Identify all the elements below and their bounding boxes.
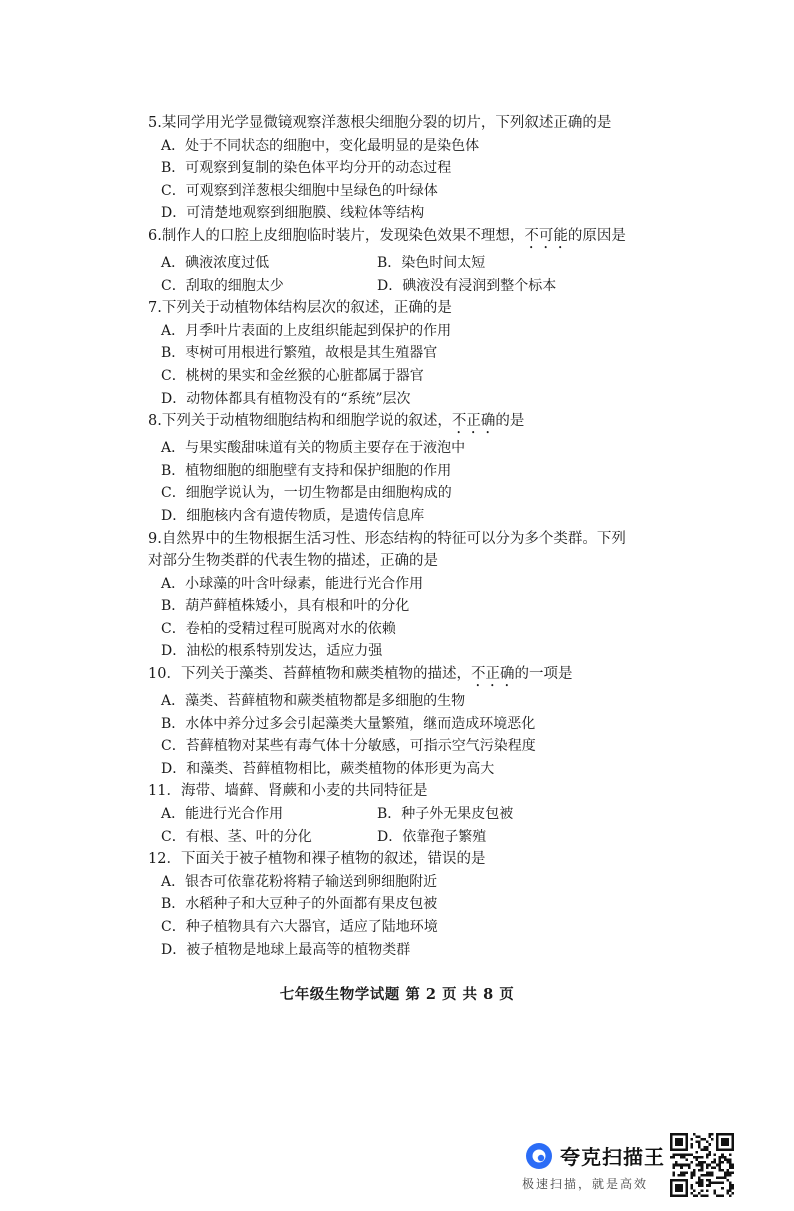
question-11-option-c: C．有根、茎、叶的分化 (161, 828, 312, 845)
question-8-option-a: A．与果实酸甜味道有关的物质主要存在于液泡中 (161, 440, 466, 457)
question-list (148, 112, 658, 961)
question-10-option-a: A．藻类、苔藓植物和蕨类植物都是多细胞的生物 (161, 693, 466, 710)
question-12-option-c: C．种子植物具有六大器官，适应了陆地环境 (161, 919, 438, 935)
question-8-emphasis: 不正确 (451, 413, 496, 430)
question-6-options-row-1 (148, 252, 658, 275)
question-12-option-a: A．银杏可依靠花粉将精子输送到卵细胞附近 (161, 873, 438, 890)
brand-name: 夸克扫描王 (560, 1145, 665, 1169)
question-7-option-b: B．枣树可用根进行繁殖，故根是其生殖器官 (161, 345, 438, 362)
question-6-emphasis: 不可能 (524, 227, 568, 244)
question-6-stem-part2: 的原因是 (567, 227, 626, 244)
question-10-stem-part1: 10．下列关于藻类、苔藓植物和蕨类植物的描述， (148, 666, 471, 683)
question-9-option-a: A．小球藻的叶含叶绿素，能进行光合作用 (161, 575, 424, 592)
question-11-option-a: A．能进行光合作用 (161, 806, 284, 823)
question-12-option-d: D．被子植物是地球上最高等的植物类群 (161, 941, 411, 958)
question-11-options-row-2 (148, 826, 658, 849)
question-12-stem: 12．下面关于被子植物和裸子植物的叙述，错误的是 (148, 851, 486, 868)
question-5-stem: 5.某同学用光学显微镜观察洋葱根尖细胞分裂的切片，下列叙述正确的是 (148, 115, 612, 131)
question-12-option-b: B．水稻种子和大豆种子的外面都有果皮包被 (161, 896, 438, 913)
question-8-option-b: B．植物细胞的细胞壁有支持和保护细胞的作用 (161, 462, 452, 479)
question-10-emphasis: 不正确 (470, 666, 515, 683)
question-8-stem-part2: 的是 (495, 413, 525, 430)
question-5-option-a: A．处于不同状态的细胞中，变化最明显的是染色体 (161, 137, 480, 154)
question-6-option-d: D．碘液没有浸润到整个标本 (377, 277, 557, 294)
question-11-options-row-1 (148, 803, 658, 826)
question-10-stem-part2: 的一项是 (514, 666, 573, 683)
question-5-option-b: B．可观察到复制的染色体平均分开的动态过程 (161, 160, 452, 177)
question-11-stem: 11．海带、墙藓、肾蕨和小麦的共同特征是 (148, 783, 428, 800)
question-8-option-d: D．细胞核内含有遗传物质，是遗传信息库 (161, 507, 425, 524)
brand-slogan: 极速扫描，就是高效 (522, 1177, 649, 1191)
question-7-stem: 7.下列关于动植物体结构层次的叙述，正确的是 (148, 300, 452, 317)
page-footer: 七年级生物学试题 第 2 页 共 8 页 (279, 986, 515, 1003)
question-9-stem-line-1: 9.自然界中的生物根据生活习性、形态结构的特征可以分为多个类群。下列 (148, 530, 626, 547)
quark-logo-icon (524, 1141, 554, 1171)
question-6-stem (148, 225, 658, 252)
question-9-option-d: D．油松的根系特别发达，适应力强 (161, 643, 383, 660)
question-8-stem (148, 410, 658, 437)
question-6-option-c: C．刮取的细胞太少 (161, 277, 284, 294)
question-7-option-c: C．桃树的果实和金丝猴的心脏都属于器官 (161, 367, 424, 384)
question-5-option-d: D．可清楚地观察到细胞膜、线粒体等结构 (161, 205, 425, 222)
question-5-option-c: C．可观察到洋葱根尖细胞中呈绿色的叶绿体 (161, 182, 438, 199)
question-10-stem (148, 663, 658, 690)
question-8-option-c: C．细胞学说认为，一切生物都是由细胞构成的 (161, 485, 452, 502)
question-6-options-row-2 (148, 275, 658, 298)
question-7-option-a: A．月季叶片表面的上皮组织能起到保护的作用 (161, 322, 452, 339)
question-9-option-b: B．葫芦藓植株矮小，具有根和叶的分化 (161, 598, 410, 615)
question-6-stem-part1: 6.制作人的口腔上皮细胞临时装片，发现染色效果不理想， (148, 227, 525, 244)
scanner-watermark (522, 1137, 665, 1195)
question-7-option-d: D．动物体都具有植物没有的“系统”层次 (161, 390, 411, 407)
question-9-option-c: C．卷柏的受精过程可脱离对水的依赖 (161, 620, 396, 637)
question-8-stem-part1: 8.下列关于动植物细胞结构和细胞学说的叙述， (148, 413, 452, 430)
question-6-option-b: B．染色时间太短 (377, 254, 486, 271)
question-11-option-d: D．依靠孢子繁殖 (377, 828, 487, 845)
question-10-option-d: D．和藻类、苔藓植物相比，蕨类植物的体形更为高大 (161, 760, 495, 777)
qr-code-icon (670, 1133, 734, 1197)
question-6-option-a: A．碘液浓度过低 (161, 254, 270, 271)
question-11-option-b: B．种子外无果皮包被 (377, 806, 514, 823)
question-10-option-c: C．苔藓植物对某些有毒气体十分敏感，可指示空气污染程度 (161, 738, 536, 755)
question-10-option-b: B．水体中养分过多会引起藻类大量繁殖，继而造成环境恶化 (161, 715, 536, 732)
question-9-stem-line-2: 对部分生物类群的代表生物的描述，正确的是 (148, 553, 438, 570)
